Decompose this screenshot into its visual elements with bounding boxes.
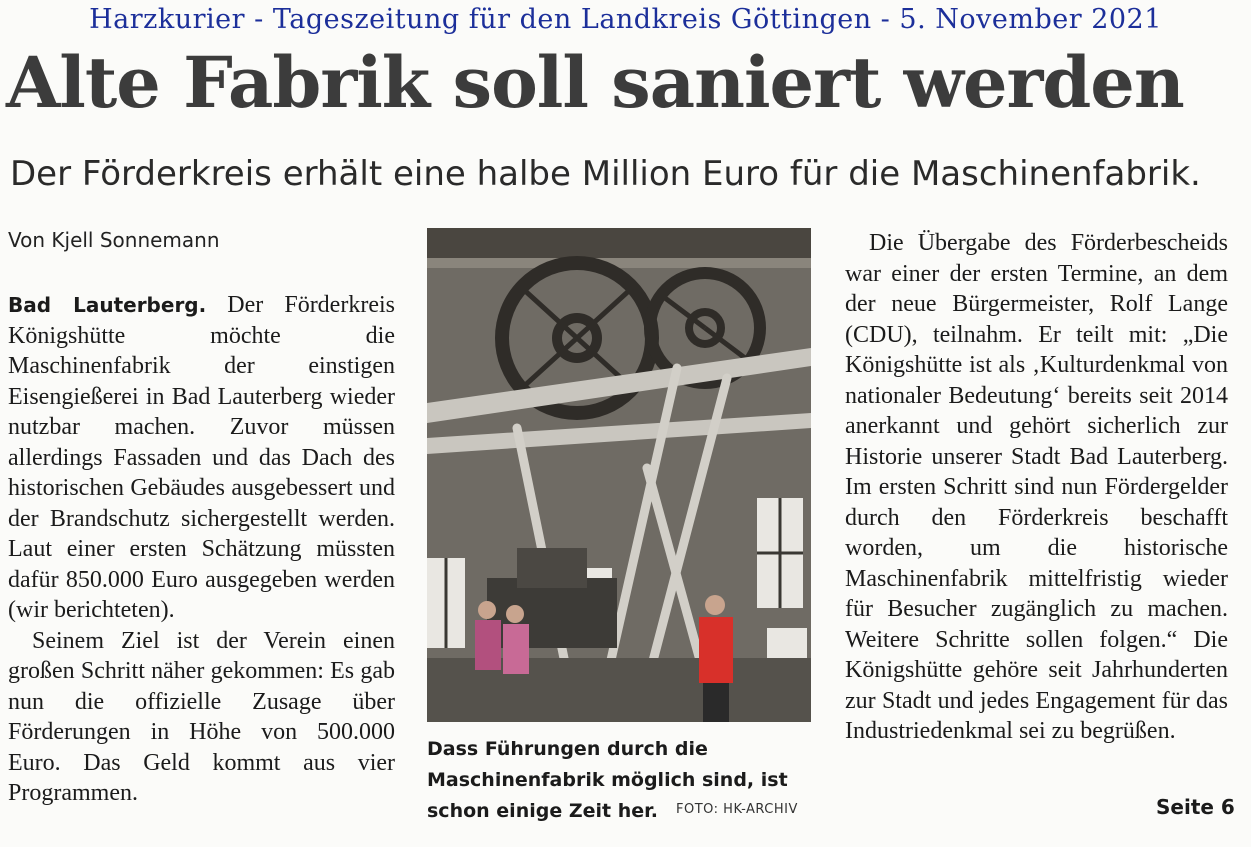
headline: Alte Fabrik soll saniert werden [6, 41, 1184, 124]
article-paragraph [8, 290, 395, 626]
dateline: Bad Lauterberg. [8, 293, 207, 317]
factory-photo [427, 228, 811, 722]
article-paragraph: Die Übergabe des Förderbescheids war einer der ersten Termine, an dem der neue Bürgermeister, Rolf Lange (CDU), teilnahm. Er teilt mit: „Die Königshütte ist als ‚Kulturdenkmal von nationaler Bedeutung‘ bereits seit 2014 anerkannt und gehört sicherlich zur Historie unserer Stadt Bad Lauterberg. Im ersten Schritt sind nun Fördergelder durch den Förderkreis beschafft worden, um die historische Maschinenfabrik mittelfristig wieder für Besucher zugänglich zu machen. Weitere Schritte sollen folgen.“ Die Königshütte gehöre seit Jahrhunderten zur Stadt und jedes Engagement für das Industriedenkmal sei zu begrüßen. [845, 230, 1228, 744]
article-column-left [8, 290, 395, 809]
machinery-illustration [427, 228, 811, 722]
subheadline: Der Förderkreis erhält eine halbe Million Euro für die Maschinenfabrik. [10, 154, 1201, 194]
paragraph-text: Der Förderkreis Königshütte möchte die Maschinenfabrik der einstigen Eisengießerei in Bad Lauterberg wieder nutzbar machen. Zuvor müssen allerdings Fassaden und das Dach des historischen Gebäudes ausgebessert und der Brandschutz sichergestellt werden. Laut einer ersten Schätzung müssten dafür 850.000 Euro ausgegeben werden (wir berichteten). [8, 292, 395, 623]
article-column-right [845, 228, 1228, 747]
masthead: Harzkurier - Tageszeitung für den Landkreis Göttingen - 5. November 2021 [89, 4, 1162, 35]
byline: Von Kjell Sonnemann [8, 228, 220, 252]
photo-credit: FOTO: HK-ARCHIV [676, 802, 798, 817]
article-paragraph: Seinem Ziel ist der Verein einen großen Schritt näher gekommen: Es gab nun die offizielle Zusage über Förderungen in Höhe von 500.000 Euro. Das Geld kommt aus vier Programmen. [8, 627, 395, 806]
photo-caption: Dass Führungen durch die Maschinenfabrik möglich sind, ist schon einige Zeit her. [427, 738, 788, 822]
page-reference: Seite 6 [1156, 795, 1235, 819]
